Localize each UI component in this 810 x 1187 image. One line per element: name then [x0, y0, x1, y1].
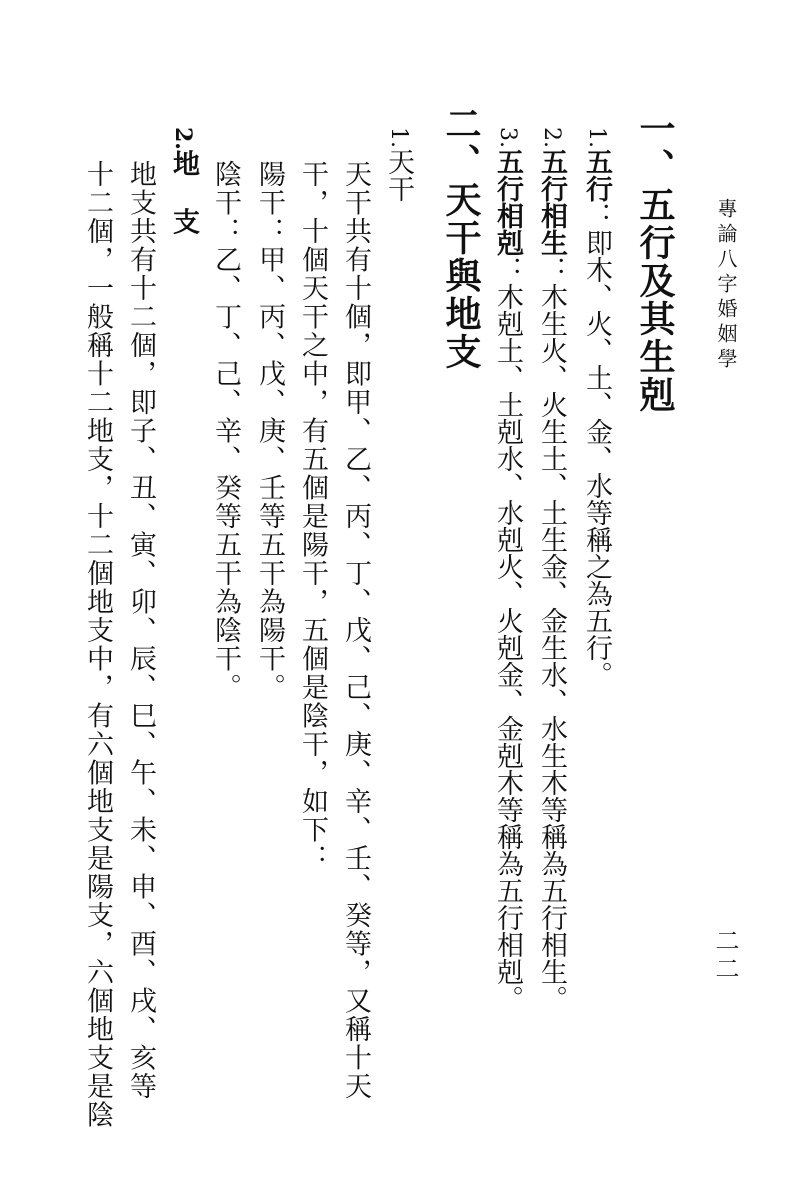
page-number: 二二 — [711, 928, 739, 984]
item-number: 2. — [539, 127, 564, 148]
item-label: 五行 — [581, 148, 612, 202]
subheading-number: 2. — [170, 127, 196, 150]
item-number: 1. — [584, 127, 609, 148]
list-item — [583, 127, 610, 688]
list-item — [494, 127, 521, 1012]
paragraph-line: 地支共有十二個，即子、丑、寅、卯、辰、巳、午、未、申、酉、戌、亥等 — [125, 160, 156, 1101]
subheading-number: 1. — [386, 127, 411, 148]
paragraph-line: 十二個，一般稱十二地支，十二個地支中，有六個地支是陽支，六個地支是陰 — [82, 160, 113, 1129]
subheading-label: 地 支 — [168, 149, 199, 235]
subheading-heavenly-stems — [385, 127, 412, 202]
item-text: ：木剋土、土剋水、水剋火、火剋金、金剋木等稱為五行相剋。 — [492, 256, 523, 1012]
item-number: 3. — [495, 127, 520, 148]
item-label: 五行相生 — [536, 148, 567, 256]
item-label: 五行相剋 — [492, 148, 523, 256]
item-text: ：即木、火、土、金、水等稱之為五行。 — [581, 202, 612, 688]
section-heading-stems-branches: 二、天干與地支 — [440, 105, 482, 371]
paragraph-line: 陽干：甲、丙、戊、庚、壬等五干為陽干。 — [254, 160, 285, 702]
running-title: 專論八字婚姻學 — [714, 198, 738, 373]
paragraph-line: 陰干：乙、丁、己、辛、癸等五干為陰干。 — [210, 160, 241, 702]
item-text: ：木生火、火生土、土生金、金生水、水生木等稱為五行相生。 — [536, 256, 567, 1012]
paragraph-line: 干，十個天干之中，有五個是陽干，五個是陰干，如下： — [297, 160, 328, 873]
list-item — [538, 127, 565, 1012]
subheading-earthly-branches — [170, 127, 197, 235]
subheading-label: 天干 — [383, 148, 414, 202]
paragraph-line: 天干共有十個，即甲、乙、丙、丁、戊、己、庚、辛、壬、癸等，又稱十天 — [340, 160, 371, 1101]
section-heading-five-elements: 一、五行及其生剋 — [634, 110, 676, 414]
